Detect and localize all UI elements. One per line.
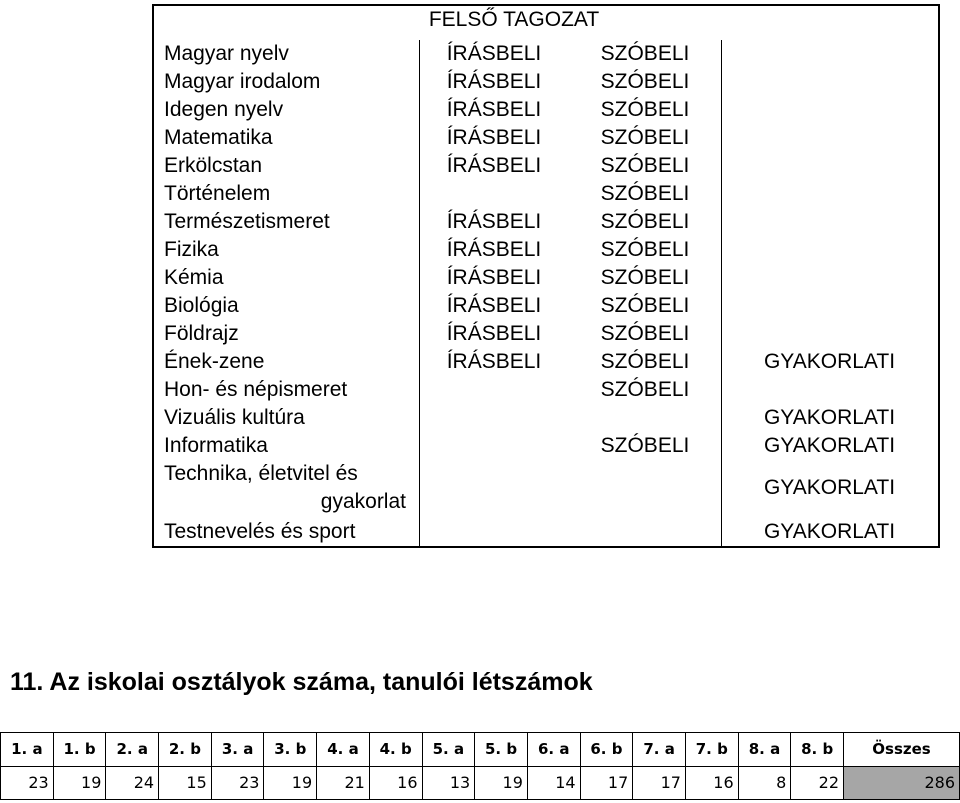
written-exam: ÍRÁSBELI (446, 98, 542, 121)
written-exam: ÍRÁSBELI (446, 238, 542, 261)
class-header: 5. b (475, 733, 528, 767)
class-count: 13 (422, 766, 475, 800)
total-header: Összes (844, 733, 960, 767)
subject-name: Kémia (164, 266, 224, 289)
oral-exam: SZÓBELI (600, 98, 690, 121)
class-header: 6. b (580, 733, 633, 767)
class-header: 7. b (685, 733, 738, 767)
subject-name: Hon- és népismeret (164, 378, 348, 401)
oral-exam: SZÓBELI (600, 238, 690, 261)
practical-exam: GYAKORLATI (763, 350, 896, 373)
class-header: 8. a (738, 733, 791, 767)
class-header: 3. b (264, 733, 317, 767)
class-count: 8 (738, 766, 791, 800)
practical-exam: GYAKORLATI (763, 476, 896, 499)
subject-name: Természetismeret (164, 210, 330, 233)
subject-name: Fizika (164, 238, 219, 261)
written-exam: ÍRÁSBELI (446, 294, 542, 317)
class-header: 2. b (159, 733, 212, 767)
written-exam: ÍRÁSBELI (446, 322, 542, 345)
subject-name: Erkölcstan (164, 154, 263, 177)
oral-exam: SZÓBELI (600, 70, 690, 93)
class-count: 16 (685, 766, 738, 800)
class-header: 1. b (53, 733, 106, 767)
class-count: 19 (53, 766, 106, 800)
class-count: 15 (159, 766, 212, 800)
subject-name: Történelem (164, 182, 271, 205)
exam-table (152, 4, 940, 548)
exam-table-title: FELSŐ TAGOZAT (428, 8, 600, 31)
practical-exam: GYAKORLATI (763, 406, 896, 429)
class-count: 19 (475, 766, 528, 800)
class-count: 24 (106, 766, 159, 800)
total-count: 286 (844, 766, 960, 800)
class-header: 8. b (791, 733, 844, 767)
class-header: 4. a (317, 733, 370, 767)
oral-exam: SZÓBELI (600, 350, 690, 373)
subject-name: Vizuális kultúra (164, 406, 305, 429)
class-header: 1. a (1, 733, 54, 767)
subject-name: Idegen nyelv (164, 98, 284, 121)
written-exam: ÍRÁSBELI (446, 70, 542, 93)
subject-name: Informatika (164, 434, 268, 457)
class-header: 4. b (369, 733, 422, 767)
class-count: 17 (633, 766, 686, 800)
table-header-row (1, 733, 960, 767)
section-heading: 11. Az iskolai osztályok száma, tanulói létszámok (10, 668, 593, 696)
oral-exam: SZÓBELI (600, 322, 690, 345)
oral-exam: SZÓBELI (600, 266, 690, 289)
practical-exam: GYAKORLATI (763, 520, 896, 543)
subject-name-line1: Technika, életvitel és (164, 462, 358, 485)
written-exam: ÍRÁSBELI (446, 126, 542, 149)
class-count: 17 (580, 766, 633, 800)
class-header: 6. a (527, 733, 580, 767)
subject-name: Magyar irodalom (164, 70, 321, 93)
class-header: 7. a (633, 733, 686, 767)
class-count: 19 (264, 766, 317, 800)
class-header: 3. a (211, 733, 264, 767)
oral-exam: SZÓBELI (600, 154, 690, 177)
written-exam: ÍRÁSBELI (446, 266, 542, 289)
class-count: 14 (527, 766, 580, 800)
table-row (1, 766, 960, 800)
oral-exam: SZÓBELI (600, 210, 690, 233)
subject-name: Testnevelés és sport (164, 520, 356, 543)
class-count: 21 (317, 766, 370, 800)
subject-name: Ének-zene (164, 350, 265, 373)
class-count: 16 (369, 766, 422, 800)
oral-exam: SZÓBELI (600, 294, 690, 317)
written-exam: ÍRÁSBELI (446, 350, 542, 373)
subject-name: Magyar nyelv (164, 42, 289, 65)
class-header: 5. a (422, 733, 475, 767)
class-size-table (0, 732, 960, 800)
oral-exam: SZÓBELI (600, 42, 690, 65)
class-count: 22 (791, 766, 844, 800)
oral-exam: SZÓBELI (600, 378, 690, 401)
oral-exam: SZÓBELI (600, 434, 690, 457)
practical-exam: GYAKORLATI (763, 434, 896, 457)
subject-name: Biológia (164, 294, 239, 317)
written-exam: ÍRÁSBELI (446, 42, 542, 65)
class-count: 23 (1, 766, 54, 800)
subject-name-line2: gyakorlat (320, 490, 406, 513)
subject-name (164, 460, 414, 516)
oral-exam: SZÓBELI (600, 182, 690, 205)
oral-exam: SZÓBELI (600, 126, 690, 149)
class-count: 23 (211, 766, 264, 800)
subject-name: Matematika (164, 126, 273, 149)
class-header: 2. a (106, 733, 159, 767)
written-exam: ÍRÁSBELI (446, 154, 542, 177)
subject-name: Földrajz (164, 322, 239, 345)
written-exam: ÍRÁSBELI (446, 210, 542, 233)
